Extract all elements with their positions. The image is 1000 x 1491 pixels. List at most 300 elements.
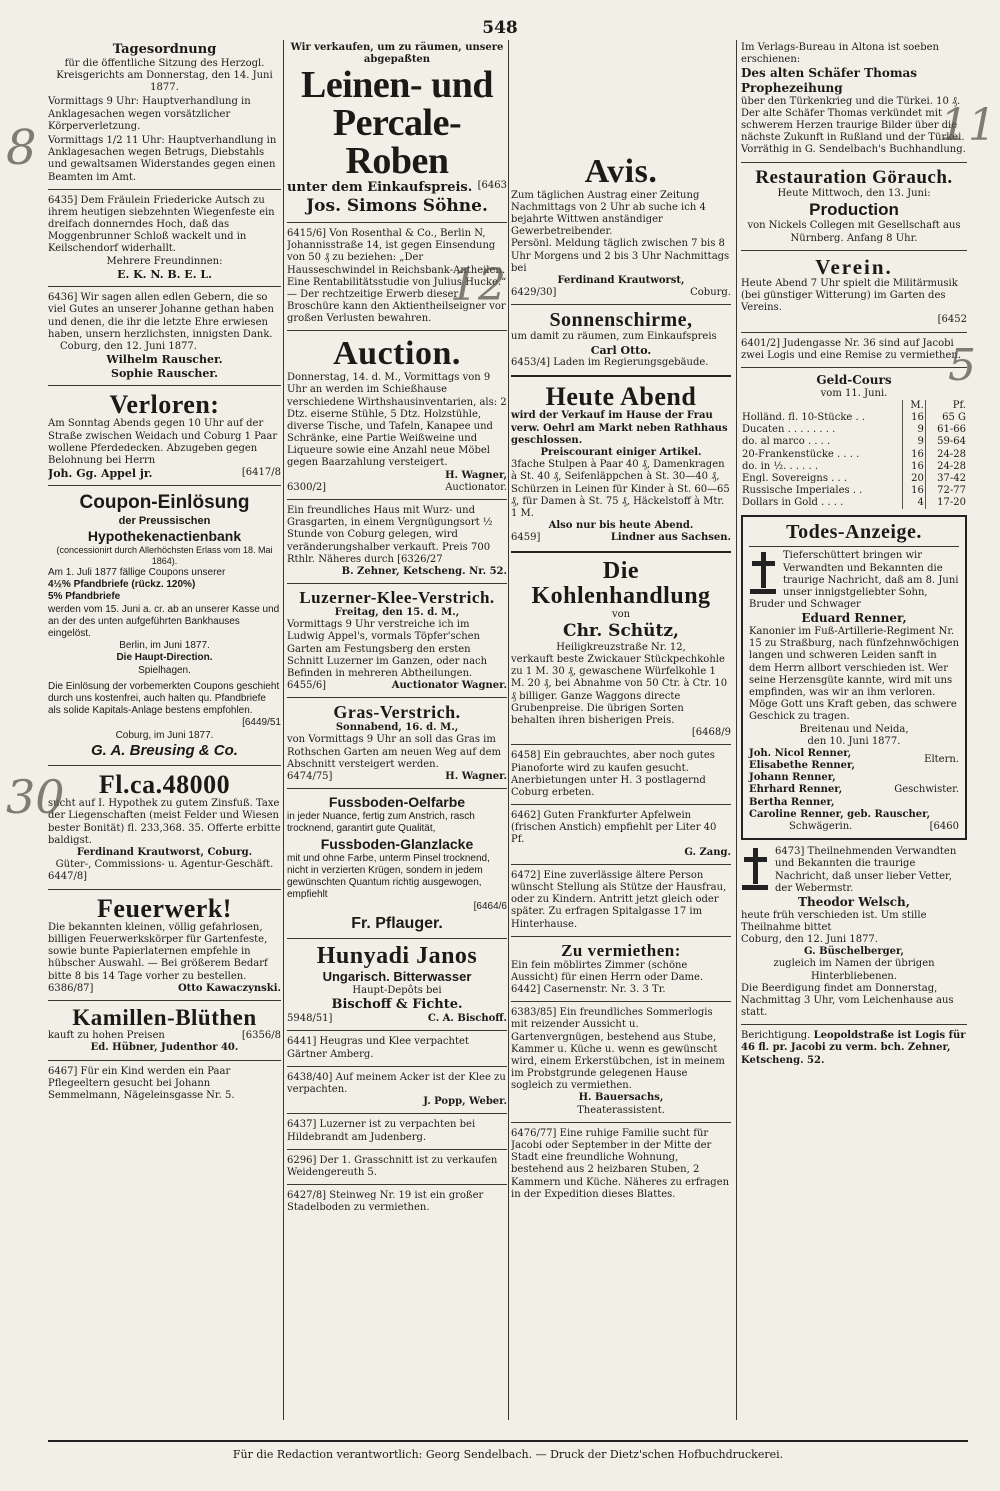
ad-ref: 6476/77] xyxy=(511,1127,557,1139)
ad-signature: Caroline Renner, geb. Rauscher, xyxy=(749,808,931,820)
divider xyxy=(287,1149,507,1150)
ad-text: wird der Verkauf im Hause der Frau verw. Oehrl am Markt neben Rathhaus geschlossen. xyxy=(511,410,728,446)
ad-text: (concessionirt durch Allerhöchsten Erlass vom 18. Mai 1864). xyxy=(56,545,273,567)
ad-firm: Chr. Schütz, xyxy=(563,621,679,642)
ad-oelfarbe xyxy=(287,792,507,935)
ad-text: Dem Fräulein Friedericke Autsch zu ihrem heutigen siebzehnten Wiegenfeste ein dreifach donnerndes Hoch, daß das Moggenbrunner Schloß wackelt und in Keilschendorf widerhallt. xyxy=(48,194,275,255)
ad-gras xyxy=(287,701,507,785)
ad-text: Für ein Kind werden ein Paar Pflegeeltern gesucht bei Johann Semmelmann, Nägeleinsgasse Nr. 5. xyxy=(48,1065,235,1101)
footer-text: Für die Redaction verantwortlich: Georg Sendelbach. — Druck der Dietz'schen Hofbuchdruckerei. xyxy=(232,1448,784,1461)
ad-text: Schwägerin. xyxy=(789,821,853,833)
divider xyxy=(48,765,281,766)
table-header: M. xyxy=(903,400,925,412)
ad-kohlen xyxy=(511,557,731,742)
ad-title: Gras-Verstrich. xyxy=(333,702,461,723)
ad-text: um damit zu räumen, zum Einkaufspreis xyxy=(511,331,717,343)
ad-text: von xyxy=(611,608,631,620)
table-cell: 24-28 xyxy=(925,461,967,473)
ad-text: Eine zuverlässige ältere Person wünscht Stellung als Stütze der Hausfrau, oder zu Kindern. Antritt jetzt gleich oder später. Zu erfragen Spitalgasse 17 im Hinterhause. xyxy=(511,869,727,930)
table-cell: Ducaten . . . . . . . . xyxy=(742,424,836,436)
ad-hypothek xyxy=(48,769,281,886)
ad-signature: E. K. N. B. E. L. xyxy=(117,267,212,281)
ad-apfelwein xyxy=(511,808,731,861)
table-cell: 59-64 xyxy=(925,436,967,448)
ad-title: Leinen- und Percale-Roben xyxy=(301,64,493,183)
divider xyxy=(741,162,967,163)
ad-title: Luzerner-Klee-Verstrich. xyxy=(299,588,495,608)
ad-signature: B. Zehner, Ketscheng. Nr. 52. xyxy=(341,565,507,577)
ad-title: Restauration Görauch. xyxy=(755,166,953,188)
ad-verloren xyxy=(48,389,281,482)
ad-signature: Lindner aus Sachsen. xyxy=(610,532,731,544)
ad-avis xyxy=(511,152,731,301)
ad-signature: H. Bauersachs, xyxy=(578,1092,664,1104)
ad-signature: Ferdinand Krautworst, xyxy=(557,275,685,286)
handwritten-mark: 5 xyxy=(948,340,976,391)
ad-ref: 6447/8] xyxy=(48,871,88,883)
ad-verein xyxy=(741,254,967,329)
cross-icon xyxy=(741,846,769,890)
ad-ref: 6453/4] xyxy=(511,356,551,368)
divider xyxy=(741,1024,967,1025)
divider xyxy=(287,1030,507,1031)
ad-friedericke xyxy=(48,193,281,284)
divider xyxy=(511,551,731,553)
ad-goerauch xyxy=(741,166,967,247)
divider xyxy=(48,1060,281,1061)
ad-ref: 6441] xyxy=(287,1036,317,1048)
handwritten-mark: 12 xyxy=(450,260,506,311)
ad-date: den 10. Juni 1877. xyxy=(807,735,901,747)
divider xyxy=(511,304,731,305)
ad-judengasse xyxy=(741,336,967,364)
ad-ref: 6383/85] xyxy=(511,1007,557,1019)
ad-text: heute früh verschieden ist. Um stille Theilnahme bittet xyxy=(741,909,927,933)
ad-title: Geld-Cours xyxy=(816,372,892,387)
ad-text: Tieferschüttert bringen wir Verwandten und Bekannten die traurige Nachricht, daß am 8. Juni unser innigstgeliebter Sohn, Bruder und Schwager xyxy=(749,550,959,611)
ad-text: zugleich im Namen der übrigen Hinterbliebenen. xyxy=(773,958,935,982)
ad-signature: H. Wagner. xyxy=(445,770,507,782)
ad-ref: [6468/9 xyxy=(691,727,731,739)
ad-title: Fussboden-Oelfarbe xyxy=(328,794,466,811)
ad-title: Fl.ca.48000 xyxy=(98,769,231,799)
column-rule xyxy=(736,40,737,1420)
ad-text: verkauft beste Zwickauer Stückpechkohle zu 1 M. 30 ₰, gewaschene Würfelkohle 1 M. 20 ₰, bei Abnahme von 50 Ctr. à Ctr. 10 ₰ billiger. Ganze Waggons directe Grubenpreise. Die übrigen Sorten behalten ihren bisherigen Preis. xyxy=(511,654,728,726)
ad-ref: 6401/2] xyxy=(741,337,781,349)
ad-text: Judengasse Nr. 36 sind auf Jacobi zwei Logis und eine Remise zu vermiethen. xyxy=(741,337,961,361)
ad-heugras xyxy=(287,1034,507,1062)
table-cell: 17-20 xyxy=(925,497,967,509)
ad-stelle xyxy=(511,868,731,933)
divider xyxy=(511,1001,731,1002)
divider xyxy=(511,375,731,377)
ad-text: Eltern. xyxy=(924,754,959,765)
ad-title: Verloren: xyxy=(109,390,220,420)
ad-ref: [6356/8 xyxy=(241,1030,281,1042)
column-rule xyxy=(283,40,284,1420)
column-middle xyxy=(287,40,507,1420)
ad-text: werden vom 15. Juni a. cr. ab an unserer Kasse und an der des unten aufgeführten Bankhauses eingelöst. xyxy=(48,603,280,639)
ad-title: Tagesordnung xyxy=(112,42,217,57)
ad-label: Berichtigung. xyxy=(741,1030,811,1042)
ad-ref: 6435] xyxy=(48,194,78,206)
ad-text: sucht auf I. Hypothek zu gutem Zinsfuß. Taxe der Liegenschaften (meist Felder und Wiesen bester Bonität) fl. 233,368. 35. Offerte erbitte baldigst. xyxy=(48,798,281,846)
ad-title: Zu vermiethen: xyxy=(561,940,681,960)
ad-ref: 6427/8] xyxy=(287,1190,327,1202)
ad-text: 4½% Pfandbriefe (rückz. 120%) xyxy=(48,579,196,591)
ad-text: Theilnehmenden Verwandten und Bekannten die traurige Nachricht, daß unser lieber Vetter, der Webermstr. xyxy=(775,846,957,894)
ad-ref: [6326/27 xyxy=(397,553,443,565)
table-cell: 61-66 xyxy=(925,424,967,436)
ad-text: Vormittags 9 Uhr: Hauptverhandlung in Anklagesachen wegen vorsätzlicher Körperverletzung. xyxy=(48,96,251,132)
divider xyxy=(749,546,959,547)
ad-title: Die Kohlenhandlung xyxy=(531,557,711,609)
ad-ref: 6429/30] xyxy=(511,287,557,299)
ad-ref: 6462] xyxy=(511,810,541,822)
table-cell: Holländ. fl. 10-Stücke . . xyxy=(742,411,866,423)
ad-title: Fussboden-Glanzlacke xyxy=(320,835,474,852)
ad-date: Heute Mittwoch, den 13. Juni: xyxy=(777,187,931,199)
table-row xyxy=(741,473,967,485)
table-row xyxy=(741,424,967,436)
table-cell: 20-Frankenstücke . . . . xyxy=(742,448,860,460)
ad-text: Heugras und Klee verpachtet Gärtner Amberg. xyxy=(287,1036,469,1060)
table-cell: 20 xyxy=(903,473,925,485)
ad-text: Preiscourant einiger Artikel. xyxy=(540,447,702,459)
ad-text: von Nickels Collegen mit Gesellschaft aus Nürnberg. Anfang 8 Uhr. xyxy=(747,220,961,244)
table-cell: do. in ½. . . . . . xyxy=(742,460,819,472)
ad-signature: Ehrhard Renner, xyxy=(749,784,843,796)
table-row xyxy=(741,449,967,461)
ad-text: Leopoldstraße ist Logis für 46 fl. pr. Jacobi zu verm. bch. Zehner, Ketscheng. 52. xyxy=(741,1030,966,1066)
divider xyxy=(48,889,281,890)
ad-text: Ein fein möblirtes Zimmer (schöne Aussicht) für einen Herrn oder Dame. xyxy=(511,959,704,983)
divider xyxy=(287,222,507,223)
ad-text: für die öffentliche Sitzung des Herzogl. Kreisgerichts am Donnerstag, den 14. Juni 1877. xyxy=(56,57,273,94)
ad-text: 3fache Stulpen à Paar 40 ₰, Damenkragen à St. 40 ₰, Seifenläppchen à St. 30—40 ₰, Schürzen in Leinen für Kinder à St. 60—65 ₰, für Damen à St. 75 ₰, Häckelstoff à Mtr. 1 M. xyxy=(511,459,730,519)
ad-text: Wir verkaufen, um zu räumen, unsere abgepaßten xyxy=(290,42,504,66)
ad-ref: [6449/51 xyxy=(242,717,281,729)
ad-signature: Otto Kawaczynski. xyxy=(177,982,281,994)
ad-text: Am 1. Juli 1877 fällige Coupons unserer xyxy=(48,567,226,579)
ad-text: mit und ohne Farbe, unterm Pinsel trocknend, nicht in verzierten Krügen, sondern in jedem gewünschten Quantum richtig ausgewogen, empfiehlt xyxy=(287,852,490,901)
ad-text: Steinweg Nr. 19 ist ein großer Stadelboden zu vermiethen. xyxy=(287,1190,484,1214)
ad-signature: Spielhagen. xyxy=(138,664,191,676)
ad-text: Der alte Schäfer Thomas verkündet mit schwerem Herzen traurige Bilder über die nächste Zukunft in Rußland und der Türkei. xyxy=(741,107,965,144)
ad-text: Ein freundliches Haus mit Wurz- und Grasgarten, in einem Vergnügungsort ½ Stunde von Coburg gelegen, wird veränderungshalber verkauft. Preis 700 Rthlr. Näheres durch xyxy=(287,505,493,565)
ad-signature: Ed. Hübner, Judenthor 40. xyxy=(90,1042,239,1054)
page-number: 548 xyxy=(482,18,518,38)
ad-text: Wir sagen allen edlen Gebern, die so viel Gutes an unserer Johanne gethan haben und denen, die ihr die letzte Ehre erwiesen haben, unsern herzlichsten, innigsten Dank. xyxy=(48,292,274,340)
ad-ref: 6455/6] xyxy=(287,680,327,692)
divider xyxy=(511,804,731,805)
ad-signature: Joh. Gg. Appel jr. xyxy=(48,467,153,481)
ad-text: der Preussischen xyxy=(118,514,211,527)
table-cell: 37-42 xyxy=(925,473,967,485)
ad-text: Haupt-Depôts bei xyxy=(352,985,442,997)
ad-ref: [6463 xyxy=(477,180,507,192)
ad-signature: Carl Otto. xyxy=(590,343,652,357)
ad-luzerner xyxy=(287,587,507,694)
ad-ref: 6473] xyxy=(775,846,805,858)
ad-title: Todes-Anzeige. xyxy=(786,521,922,544)
divider xyxy=(287,1113,507,1114)
ad-leinen xyxy=(287,40,507,219)
table-header: Pf. xyxy=(925,400,967,412)
ad-text: Auf meinem Acker ist der Klee zu verpachten. xyxy=(287,1071,506,1095)
ad-text: Laden im Regierungsgebäude. xyxy=(553,356,709,368)
table-cell: Russische Imperiales . . xyxy=(742,485,863,497)
ad-ref: 6415/6] xyxy=(287,227,327,239)
ad-place: Breitenau und Neida, xyxy=(799,723,909,735)
table-cell: Engl. Sovereigns . . . xyxy=(742,472,848,484)
ad-signature: Elisabethe Renner, xyxy=(749,760,856,772)
ad-text: Kanonier im Fuß-Artillerie-Regiment Nr. 15 zu Straßburg, nach fünfzehnwöchigen langen und schweren Leiden sanft in dem Herrn allbort verschieden ist. Wer seine Herzensgüte kannte, wird mit uns empfinden, was wir an ihm verloren. Möge Gott uns Kraft geben, das schwere Geschick zu tragen. xyxy=(749,626,960,723)
ad-ref: [6417/8 xyxy=(241,467,281,479)
divider xyxy=(741,367,967,368)
ad-text: Casernenstr. Nr. 3. 3 Tr. xyxy=(543,983,666,995)
ad-text: Die bekannten kleinen, völlig gefahrlosen, billigen Feuerwerkskörper für Gartenfeste, sowie bunte Papierlaternen empfehle in hübscher Auswahl. — Bei größerem Bedarf bitte 8 bis 14 Tage vorher zu bestellen. xyxy=(48,921,268,982)
ad-schaefer xyxy=(741,40,967,159)
ad-place: Coburg, den 12. Juni 1877. xyxy=(60,341,197,353)
ad-firm: Bischoff & Fichte. xyxy=(331,997,463,1013)
ad-signature: G. Büschelberger, xyxy=(803,946,905,958)
ad-bank: Hypothekenactienbank xyxy=(87,528,242,545)
divider xyxy=(48,286,281,287)
ad-ref: 6442] xyxy=(511,983,541,995)
ad-signature: Ferdinand Krautworst, Coburg. xyxy=(76,847,253,859)
ad-tagesordnung xyxy=(48,40,281,186)
ad-ref: 6438/40] xyxy=(287,1071,333,1083)
ad-text: Auctionator. xyxy=(445,481,507,493)
table-row xyxy=(741,400,967,412)
ad-wohnung xyxy=(511,1126,731,1203)
ad-text: Persönl. Meldung täglich zwischen 7 bis 8 Uhr Morgens und 2 bis 3 Uhr Nachmittags bei xyxy=(511,238,730,274)
ad-deceased: Theodor Welsch, xyxy=(798,894,910,909)
ad-place: Coburg, im Juni 1877. xyxy=(115,729,214,741)
ad-text: Die Beerdigung findet am Donnerstag, Nachmittag 3 Uhr, vom Leichenhause aus statt. xyxy=(741,982,954,1019)
ad-text: Guten Frankfurter Apfelwein (frischen Anstich) empfiehlt per Liter 40 Pf. xyxy=(511,810,717,846)
ad-ref: 6474/75] xyxy=(287,770,333,782)
ad-event: Production xyxy=(809,199,899,219)
table-cell: 16 xyxy=(903,461,925,473)
table-cell: 16 xyxy=(903,485,925,497)
table-cell: do. al marco . . . . xyxy=(742,436,831,448)
ad-text: Ein freundliches Sommerlogis mit reizender Aussicht u. Gartenvergnügen, bestehend aus Stube, Kammer u. Küche u. wenn es gewünscht wird, einem Erkerstübchen, ist in meinem im Probstgrunde gelegenen Hause sogleich zu vermiethen. xyxy=(511,1007,725,1092)
ad-ref: [6460 xyxy=(929,821,959,833)
divider xyxy=(48,485,281,486)
divider xyxy=(287,938,507,939)
handwritten-mark: 11 xyxy=(940,100,996,151)
ad-ref: [6464/6 xyxy=(473,901,507,913)
ad-signature: J. Popp, Weber. xyxy=(423,1096,507,1108)
ad-berichtigung xyxy=(741,1028,967,1069)
ad-title: Heute Abend xyxy=(545,382,697,412)
ad-coupon xyxy=(48,489,281,762)
ad-title: Feuerwerk! xyxy=(97,893,232,923)
ad-heute-abend xyxy=(511,381,731,546)
ad-signature: Bertha Renner, xyxy=(749,796,835,808)
ad-ref: 6386/87] xyxy=(48,982,94,994)
ad-feuerwerk xyxy=(48,893,281,997)
divider xyxy=(511,744,731,745)
ad-grasschnitt xyxy=(287,1153,507,1181)
ad-text: Eine ruhige Familie sucht für Jacobi oder September in der Mitte der Stadt eine freundliche Wohnung, bestehend aus 2 heizbaren Stuben, 2 Kammern und Küche. Näheres zu erfragen in der Expedition dieses Blattes. xyxy=(511,1127,730,1200)
column-left xyxy=(48,40,281,1420)
ad-deceased: Eduard Renner, xyxy=(801,611,907,626)
ad-signature: Joh. Nicol Renner, xyxy=(749,747,852,759)
ad-firm: G. A. Breusing & Co. xyxy=(91,741,238,759)
ad-text: Die Einlösung der vorbemerkten Coupons geschieht durch uns kostenfrei, auch halten qu. Pfandbriefe als solide Kapitals-Anlage bestens empfohlen. xyxy=(48,680,280,717)
ad-signature: Auctionator Wagner. xyxy=(391,680,507,692)
table-row xyxy=(741,412,967,424)
divider xyxy=(741,332,967,333)
ad-text: Im Verlags-Bureau in Altona ist soeben erschienen: xyxy=(741,42,939,66)
table-cell: 65 G xyxy=(925,412,967,424)
ad-stadelboden xyxy=(287,1188,507,1216)
column-rule xyxy=(508,40,509,1420)
ad-kamillen xyxy=(48,1004,281,1057)
ad-title: Kamillen-Blüthen xyxy=(72,1005,257,1031)
ad-dank xyxy=(48,290,281,382)
ad-text: Heute Abend 7 Uhr spielt die Militärmusik (bei günstiger Witterung) im Garten des Vereins. xyxy=(741,277,958,314)
table-cell: 16 xyxy=(903,449,925,461)
ad-text: Vormittags 1/2 11 Uhr: Hauptverhandlung in Anklagesachen wegen Betrugs, Diebstahls und gewaltsamen Widerstandes gegen einen Beamten im Amt. xyxy=(48,134,277,183)
page-footer xyxy=(48,1440,968,1461)
ad-sommerlogis xyxy=(511,1005,731,1119)
ad-title: Verein. xyxy=(815,254,893,279)
table-cell: 72-77 xyxy=(925,485,967,497)
ad-text: Ein gebrauchtes, aber noch gutes Pianoforte wird zu kaufen gesucht. Anerbietungen unter H. 3 postlagernd Coburg erbeten. xyxy=(511,750,715,798)
ad-auction xyxy=(287,334,507,496)
ad-text: Vormittags 9 Uhr verstreiche ich im Ludwig Appel's, vormals Töpfer'schen Garten am Festungsberg den ersten Schnitt Luzerner im Ganzen, oder nach Befinden in mehreren Abtheilungen. xyxy=(287,619,488,679)
ad-title: Auction. xyxy=(333,335,461,373)
ad-signature: Wilhelm Rauscher. xyxy=(106,353,223,367)
divider xyxy=(48,189,281,190)
ad-vermiethen xyxy=(511,940,731,998)
divider xyxy=(48,1000,281,1001)
ad-ref: 6458] xyxy=(511,750,541,762)
table-cell: 4 xyxy=(903,497,925,509)
table-row xyxy=(741,485,967,497)
ad-signature: G. Zang. xyxy=(684,846,731,858)
divider xyxy=(287,583,507,584)
ad-text: kauft zu hohen Preisen xyxy=(48,1030,165,1042)
table-row xyxy=(741,461,967,473)
divider xyxy=(287,1184,507,1185)
ad-text: Heiligkreuzstraße Nr. 12, xyxy=(556,641,686,653)
table-cell: 9 xyxy=(903,436,925,448)
ad-title: Des alten Schäfer Thomas Prophezeihung xyxy=(741,66,918,95)
ad-text: 5% Pfandbriefe xyxy=(48,591,121,603)
ad-signature: Fr. Pflauger. xyxy=(351,914,443,932)
ad-haus xyxy=(287,503,507,580)
ad-ref: [6452 xyxy=(937,314,967,326)
ad-piano xyxy=(511,748,731,801)
ad-text: Ungarisch. Bitterwasser xyxy=(322,969,472,985)
ad-ref: 6459] xyxy=(511,532,541,544)
ad-hunyadi xyxy=(287,942,507,1027)
exchange-table xyxy=(741,400,967,510)
ad-text: unter dem Einkaufspreis. xyxy=(287,180,473,196)
divider xyxy=(287,1066,507,1067)
ad-date: Freitag, den 15. d. M., xyxy=(334,607,460,618)
ad-ref: 6436] xyxy=(48,292,78,304)
divider xyxy=(287,499,507,500)
ad-title: Hunyadi Janos xyxy=(316,943,478,970)
ad-text: Also nur bis heute Abend. xyxy=(548,520,694,532)
handwritten-mark: 30 xyxy=(6,770,65,824)
ad-title: Avis. xyxy=(584,153,658,190)
ad-text: Zum täglichen Austrag einer Zeitung Nachmittags von 2 Uhr ab suche ich 4 bejahrte Wittwen anständiger Gewerbetreibender. xyxy=(511,189,706,238)
ad-acker xyxy=(287,1070,507,1111)
ad-text: Am Sonntag Abends gegen 10 Uhr auf der Straße zwischen Weidach und Coburg 1 Paar wollene Pferdedecken. Abzugeben gegen Belohnung bei Herrn xyxy=(48,418,278,466)
ad-firm: Jos. Simons Söhne. xyxy=(306,196,488,217)
divider xyxy=(287,330,507,331)
divider xyxy=(287,697,507,698)
ad-text: Theaterassistent. xyxy=(577,1104,665,1116)
table-row xyxy=(741,497,967,509)
ad-signature: Johann Renner, xyxy=(749,772,836,784)
ad-pflege xyxy=(48,1064,281,1105)
table-cell: Dollars in Gold . . . . xyxy=(742,497,844,509)
ad-ref: 5948/51] xyxy=(287,1013,333,1025)
ad-ref: 6467] xyxy=(48,1065,78,1077)
ad-text: von Vormittags 9 Uhr an soll das Gras im Rothschen Garten am neuen Weg auf dem Abschnitt versteigert werden. xyxy=(287,734,502,770)
ad-date: vom 11. Juni. xyxy=(820,387,888,399)
ad-ref: 6300/2] xyxy=(287,481,327,493)
column-right xyxy=(741,40,967,1420)
divider xyxy=(48,385,281,386)
ad-signature: C. A. Bischoff. xyxy=(427,1013,507,1025)
ad-geld-cours xyxy=(741,371,967,512)
ad-text: Mehrere Freundinnen: xyxy=(106,255,223,267)
ad-text: Donnerstag, 14. d. M., Vormittags von 9 Uhr an werden im Schießhause verschiedene Wirthshausinventarien, als: 2 Dtz. eiserne Stühle, 5 Dtz. Holzstühle, diverse Tische, und Tafeln, Kanapee und Schränke, eine Partie Weißweine und Liqueure sowie eine Anzahl neue Möbel gegen Baarzahlung versteigert. xyxy=(287,372,507,469)
ad-ref: 6472] xyxy=(511,869,541,881)
table-cell: 16 xyxy=(903,412,925,424)
ad-text: Von Rosenthal & Co., Berlin N, Johannisstraße 14, ist gegen Einsendung von 50 ₰ zu beziehen: „Der Hausseschwindel in Reichsbank-Antheilen. Eine Rentabilitätsstudie von Julius Hucke.“ — Der rechtzeitige Erwerb dieser Broschüre kann den Aktientheilseigner vor großen Verlusten bewahren. xyxy=(287,227,507,325)
table-row xyxy=(741,436,967,448)
ad-text: in jeder Nuance, fertig zum Anstrich, rasch trocknend, garantirt gute Qualität, xyxy=(287,811,475,835)
ad-signature: Die Haupt-Direction. xyxy=(116,652,213,664)
ad-signature: Sophie Rauscher. xyxy=(111,366,218,380)
ad-ref: 6296] xyxy=(287,1154,317,1166)
ad-text: Der 1. Grasschnitt ist zu verkaufen Weidengereuth 5. xyxy=(287,1154,498,1178)
ad-welsch xyxy=(741,844,967,1021)
ad-place: Berlin, im Juni 1877. xyxy=(119,640,210,652)
ad-text: Luzerner ist zu verpachten bei Hildebrandt am Judenberg. xyxy=(287,1119,476,1143)
ad-text: Güter-, Commissions- u. Agentur-Geschäft. xyxy=(55,859,274,871)
divider xyxy=(511,936,731,937)
ad-date: Sonnabend, 16. d. M., xyxy=(335,722,459,734)
ad-text: Vorräthig in G. Sendelbach's Buchhandlung. xyxy=(741,144,966,156)
divider xyxy=(511,864,731,865)
handwritten-mark: 8 xyxy=(6,120,37,176)
column-middle-2 xyxy=(511,40,731,1420)
divider xyxy=(741,250,967,251)
ad-hildebrandt xyxy=(287,1117,507,1145)
ad-text: Geschwister. xyxy=(894,784,959,796)
ad-todes-anzeige xyxy=(741,515,967,840)
ad-text: über den Türkenkrieg und die Türkei. 10 ₰. xyxy=(741,95,961,107)
ad-title: Sonnenschirme, xyxy=(549,309,693,332)
cross-icon xyxy=(749,550,777,594)
ad-sonnenschirme xyxy=(511,308,731,371)
table-cell: 24-28 xyxy=(925,449,967,461)
divider xyxy=(287,788,507,789)
ad-title: Coupon-Einlösung xyxy=(79,492,250,514)
divider xyxy=(511,1122,731,1123)
